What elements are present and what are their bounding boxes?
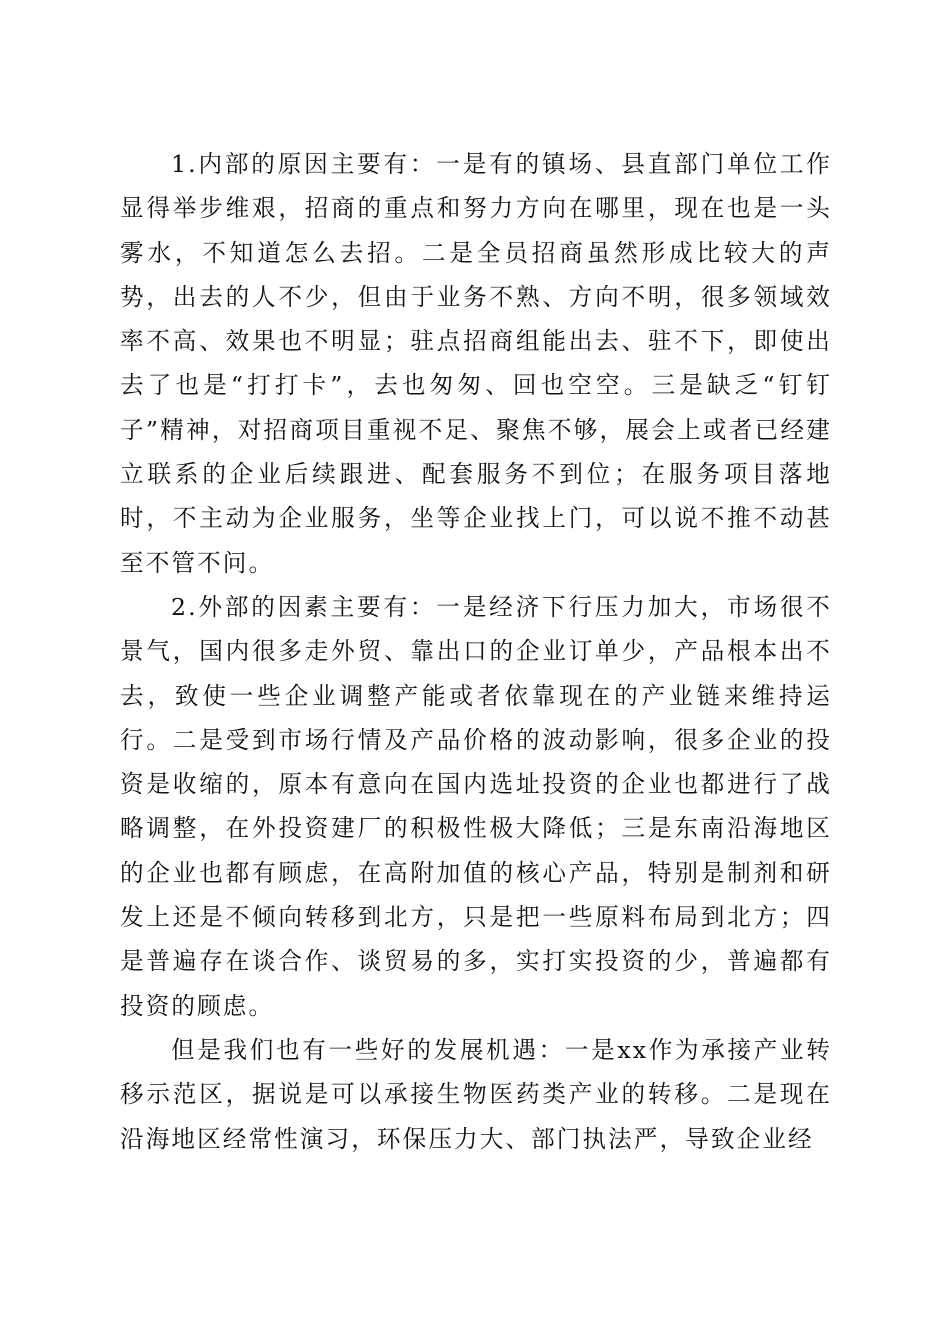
paragraph-external-factors: 2.外部的因素主要有：一是经济下行压力加大，市场很不景气，国内很多走外贸、靠出口的企业订单少，产品根本出不去，致使一些企业调整产能或者依靠现在的产业链来维持运行。二是受到市场行情及产品价格的波动影响，很多企业的投资是收缩的，原本有意向在国内选址投资的企业也都进行了战略调整，在外投资建厂的积极性极大降低；三是东南沿海地区的企业也都有顾虑，在高附加值的核心产品，特别是制剂和研发上还是不倾向转移到北方，只是把一些原料布局到北方；四是普遍存在谈合作、谈贸易的多，实打实投资的少，普遍都有投资的顾虑。 <box>120 592 832 1020</box>
document-body <box>120 142 832 1161</box>
paragraph-opportunities: 但是我们也有一些好的发展机遇：一是xx作为承接产业转移示范区，据说是可以承接生物医药类产业的转移。二是现在沿海地区经常性演习，环保压力大、部门执法严，导致企业经 <box>120 1035 832 1153</box>
paragraph-internal-reasons: 1.内部的原因主要有：一是有的镇场、县直部门单位工作显得举步维艰，招商的重点和努力方向在哪里，现在也是一头雾水，不知道怎么去招。二是全员招商虽然形成比较大的声势，出去的人不少，但由于业务不熟、方向不明，很多领域效率不高、效果也不明显；驻点招商组能出去、驻不下，即使出去了也是“打打卡”，去也匆匆、回也空空。三是缺乏“钉钉子”精神，对招商项目重视不足、聚焦不够，展会上或者已经建立联系的企业后续跟进、配套服务不到位；在服务项目落地时，不主动为企业服务，坐等企业找上门，可以说不推不动甚至不管不问。 <box>120 150 832 577</box>
